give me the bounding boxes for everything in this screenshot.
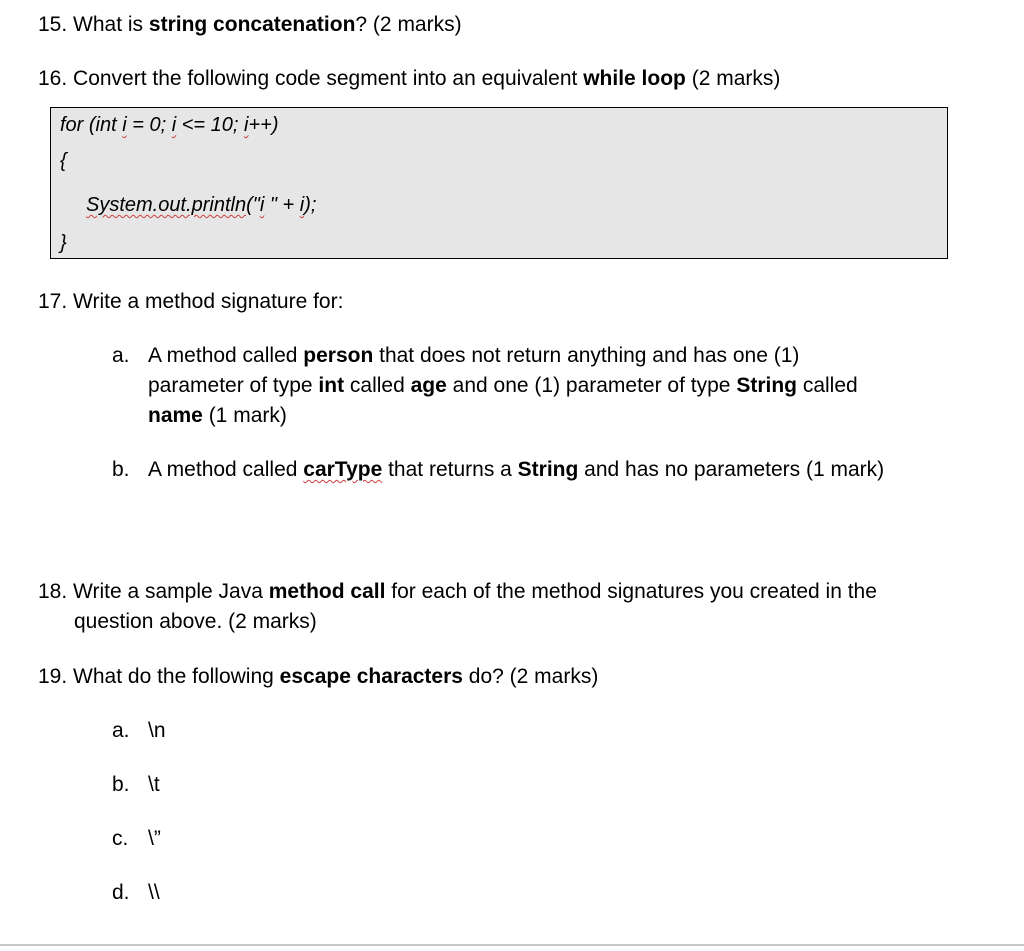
question-16 [38, 64, 780, 94]
question-text: Write a method signature for: [67, 290, 344, 313]
item-label: d. [112, 881, 130, 904]
question-19 [38, 662, 598, 692]
escape-item-c [112, 824, 161, 854]
code-line-3: System.out.println("i " + i); [86, 194, 317, 216]
item-label: c. [112, 827, 129, 850]
question-text-line2: question above. (2 marks) [74, 610, 317, 633]
question-text: What do the following [67, 665, 280, 688]
question-text-end: ? (2 marks) [355, 13, 462, 36]
escape-item-b [112, 770, 160, 800]
question-number: 16. [38, 67, 68, 90]
question-text: What is [67, 13, 149, 36]
item-label: a. [112, 719, 130, 742]
code-block [50, 107, 948, 259]
code-line-1: for (int i = 0; i <= 10; i++) [60, 114, 279, 136]
key-term: string concatenation [148, 13, 356, 36]
code-line-4: } [60, 232, 67, 254]
key-term: while loop [583, 67, 686, 90]
question-17a [112, 341, 858, 431]
question-text-end: do? (2 marks) [462, 665, 599, 688]
item-text: A method called carType that returns a String and has no parameters (1 mark) [148, 458, 885, 481]
escape-sequence: \\ [148, 881, 160, 904]
question-17b [112, 455, 884, 485]
escape-sequence: \t [148, 773, 160, 796]
question-number: 18. [38, 580, 68, 603]
item-label: b. [112, 773, 130, 796]
question-text: Write a sample Java [67, 580, 269, 603]
code-line-2: { [60, 150, 67, 172]
item-label: b. [112, 458, 130, 481]
page-bottom-divider [0, 944, 1024, 946]
item-label: a. [112, 344, 130, 367]
escape-sequence: \” [148, 827, 161, 850]
item-text: A method called person that does not return anything and has one (1) parameter of type int called age and one (1) parameter of type String called name (1 mark) [148, 344, 858, 427]
question-text-cont: for each of the method signatures you created in the [385, 580, 877, 603]
question-text-end: (2 marks) [685, 67, 781, 90]
key-term: method call [268, 580, 386, 603]
question-18 [38, 577, 877, 637]
escape-item-a [112, 716, 166, 746]
question-number: 15. [38, 13, 68, 36]
key-term: escape characters [279, 665, 463, 688]
escape-item-d [112, 878, 160, 908]
question-number: 17. [38, 290, 68, 313]
question-number: 19. [38, 665, 68, 688]
question-15 [38, 10, 462, 40]
escape-sequence: \n [148, 719, 166, 742]
question-text: Convert the following code segment into an equivalent [67, 67, 584, 90]
question-17 [38, 287, 343, 317]
